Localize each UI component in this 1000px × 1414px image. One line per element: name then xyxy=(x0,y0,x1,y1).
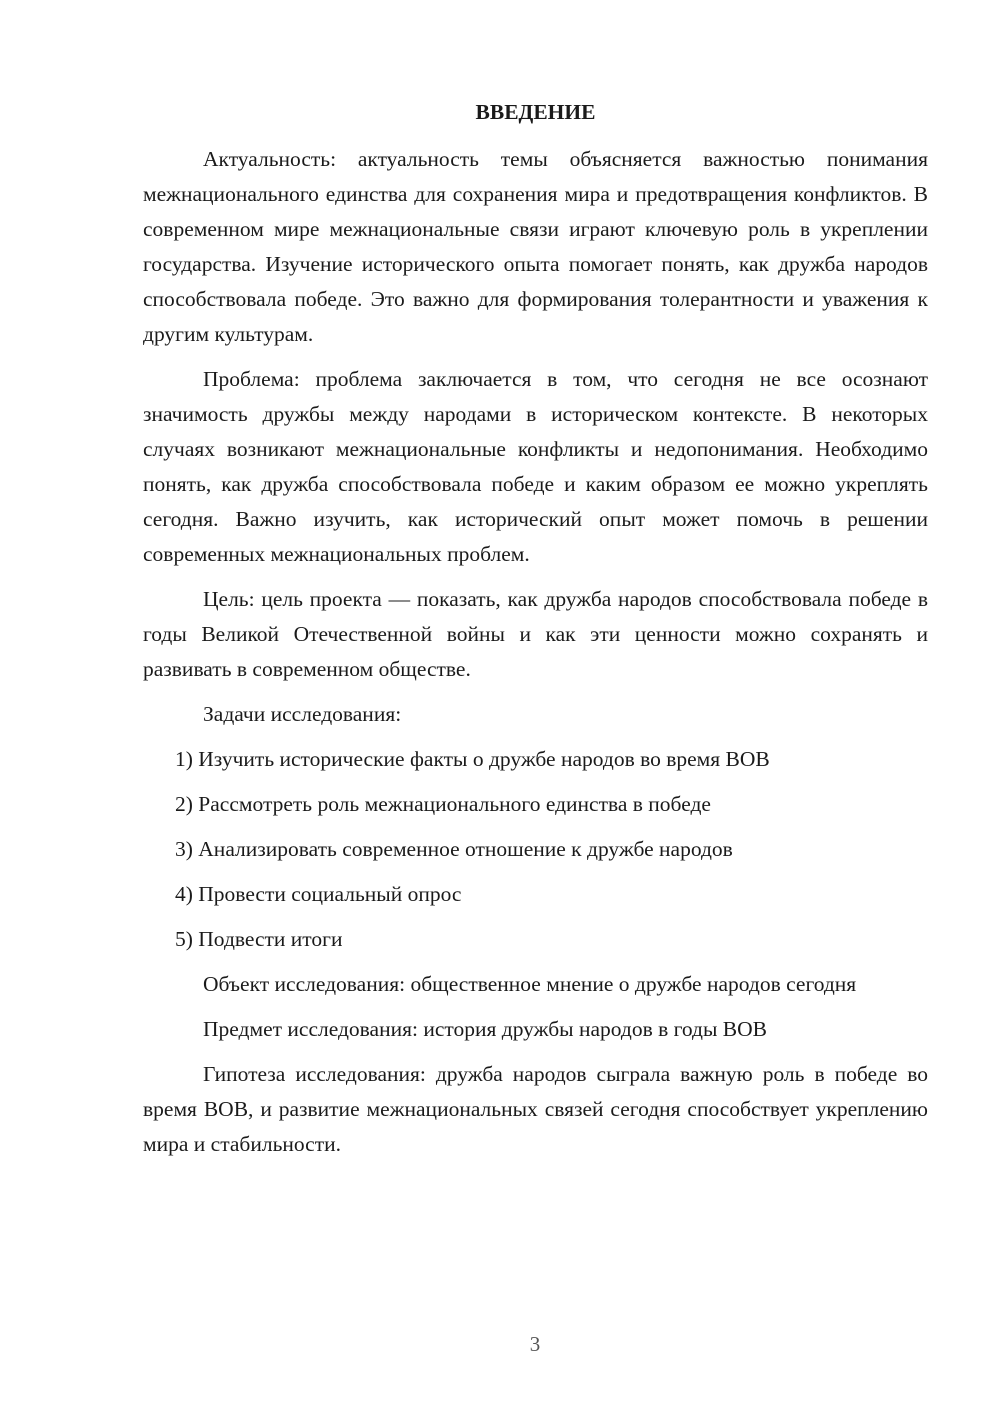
task-item: 2) Рассмотреть роль межнационального единства в победе xyxy=(175,792,711,816)
page-number: 3 xyxy=(529,1332,541,1356)
task-item: 3) Анализировать современное отношение к дружбе народов xyxy=(175,837,733,861)
task-item: 4) Провести социальный опрос xyxy=(175,882,462,906)
relevance-paragraph: Актуальность: актуальность темы объясняется важностью понимания межнационального единства для сохранения мира и предотвращения конфликтов. В современном мире межнациональные связи играют ключевую роль в укреплении государства. Изучение исторического опыта помогает понять, как дружба народов способствовала победе. Это важно для формирования толерантности и уважения к другим культурам. xyxy=(143,147,928,346)
task-item: 5) Подвести итоги xyxy=(175,927,343,951)
task-item: 1) Изучить исторические факты о дружбе народов во время ВОВ xyxy=(175,747,770,771)
tasks-heading: Задачи исследования: xyxy=(203,702,402,726)
goal-paragraph: Цель: цель проекта — показать, как дружба народов способствовала победе в годы Великой Отечественной войны и как эти ценности можно сохранять и развивать в современном обществе. xyxy=(143,587,928,681)
page-title: ВВЕДЕНИЕ xyxy=(475,100,596,124)
page-content xyxy=(143,95,928,1172)
tasks-list xyxy=(143,742,928,957)
object-paragraph: Объект исследования: общественное мнение о дружбе народов сегодня xyxy=(203,972,857,996)
subject-paragraph: Предмет исследования: история дружбы народов в годы ВОВ xyxy=(203,1017,768,1041)
hypothesis-paragraph: Гипотеза исследования: дружба народов сыграла важную роль в победе во время ВОВ, и развитие межнациональных связей сегодня способствует укреплению мира и стабильности. xyxy=(143,1062,928,1156)
problem-paragraph: Проблема: проблема заключается в том, что сегодня не все осознают значимость дружбы между народами в историческом контексте. В некоторых случаях возникают межнациональные конфликты и недопонимания. Необходимо понять, как дружба способствовала победе и каким образом ее можно укреплять сегодня. Важно изучить, как исторический опыт может помочь в решении современных межнациональных проблем. xyxy=(143,367,928,566)
